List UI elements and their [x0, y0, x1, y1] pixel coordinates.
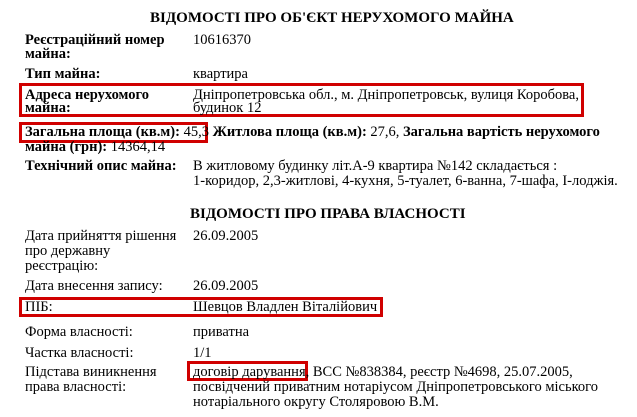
- ownership-basis-document-type: договір дарування: [193, 364, 306, 380]
- technical-description-value: В житловому будинку літ.А-9 квартира №142 складається :: [193, 158, 558, 174]
- ownership-basis-value: [193, 364, 573, 380]
- total-area-label: Загальна площа (кв.м):: [25, 124, 180, 140]
- area-line: [25, 124, 600, 140]
- address-label-line2: майна:: [25, 100, 71, 116]
- address-value-line2: будинок 12: [193, 100, 262, 116]
- ownership-share-value: 1/1: [193, 345, 212, 361]
- technical-description-value-line2: 1-коридор, 2,3-житлові, 4-кухня, 5-туалет, 6-ванна, 7-шафа, І-лоджія.: [193, 173, 618, 189]
- total-value-label: Загальна вартість нерухомого: [403, 124, 600, 140]
- living-area-value: 27,6,: [370, 124, 400, 140]
- section-title-ownership: ВІДОМОСТІ ПРО ПРАВА ВЛАСНОСТІ: [190, 206, 466, 222]
- total-value-label-line2: майна (грн):: [25, 139, 108, 155]
- property-type-value: квартира: [193, 66, 248, 82]
- owner-name-label: ПІБ:: [25, 299, 53, 315]
- ownership-basis-value-line2: посвідчений приватним нотаріусом Дніпропетровського міського: [193, 379, 598, 395]
- ownership-basis-value-line3: нотаріального округу Столяровою В.М.: [193, 394, 439, 410]
- ownership-basis-document-details: , ВСС №838384, реєстр №4698, 25.07.2005,: [305, 364, 573, 380]
- registration-number-value: 10616370: [193, 32, 251, 48]
- owner-name-value: Шевцов Владлен Віталійович: [193, 299, 378, 315]
- entry-date-value: 26.09.2005: [193, 278, 259, 294]
- address-label: Адреса нерухомого: [25, 87, 149, 103]
- ownership-form-value: приватна: [193, 324, 250, 340]
- ownership-basis-label-line2: права власності:: [25, 379, 127, 395]
- ownership-basis-label: Підстава виникнення: [25, 364, 157, 380]
- decision-date-label: Дата прийняття рішення: [25, 228, 177, 244]
- entry-date-label: Дата внесення запису:: [25, 278, 163, 294]
- total-value-line: [25, 139, 165, 155]
- total-area-value: 45,3: [183, 124, 209, 140]
- ownership-form-label: Форма власності:: [25, 324, 133, 340]
- ownership-share-label: Частка власності:: [25, 345, 134, 361]
- total-value-value: 14364,14: [110, 139, 166, 155]
- technical-description-label: Технічний опис майна:: [25, 158, 177, 174]
- living-area-label: Житлова площа (кв.м):: [212, 124, 367, 140]
- address-value: Дніпропетровська обл., м. Дніпропетровськ, вулиця Коробова,: [193, 87, 579, 103]
- registration-number-label: Реєстраційний номер: [25, 32, 165, 48]
- decision-date-label-line2: про державну: [25, 243, 111, 259]
- property-type-label: Тип майна:: [25, 66, 101, 82]
- decision-date-label-line3: реєстрацію:: [25, 258, 99, 274]
- decision-date-value: 26.09.2005: [193, 228, 259, 244]
- registration-number-label-line2: майна:: [25, 46, 71, 62]
- section-title-property: ВІДОМОСТІ ПРО ОБ'ЄКТ НЕРУХОМОГО МАЙНА: [150, 10, 514, 26]
